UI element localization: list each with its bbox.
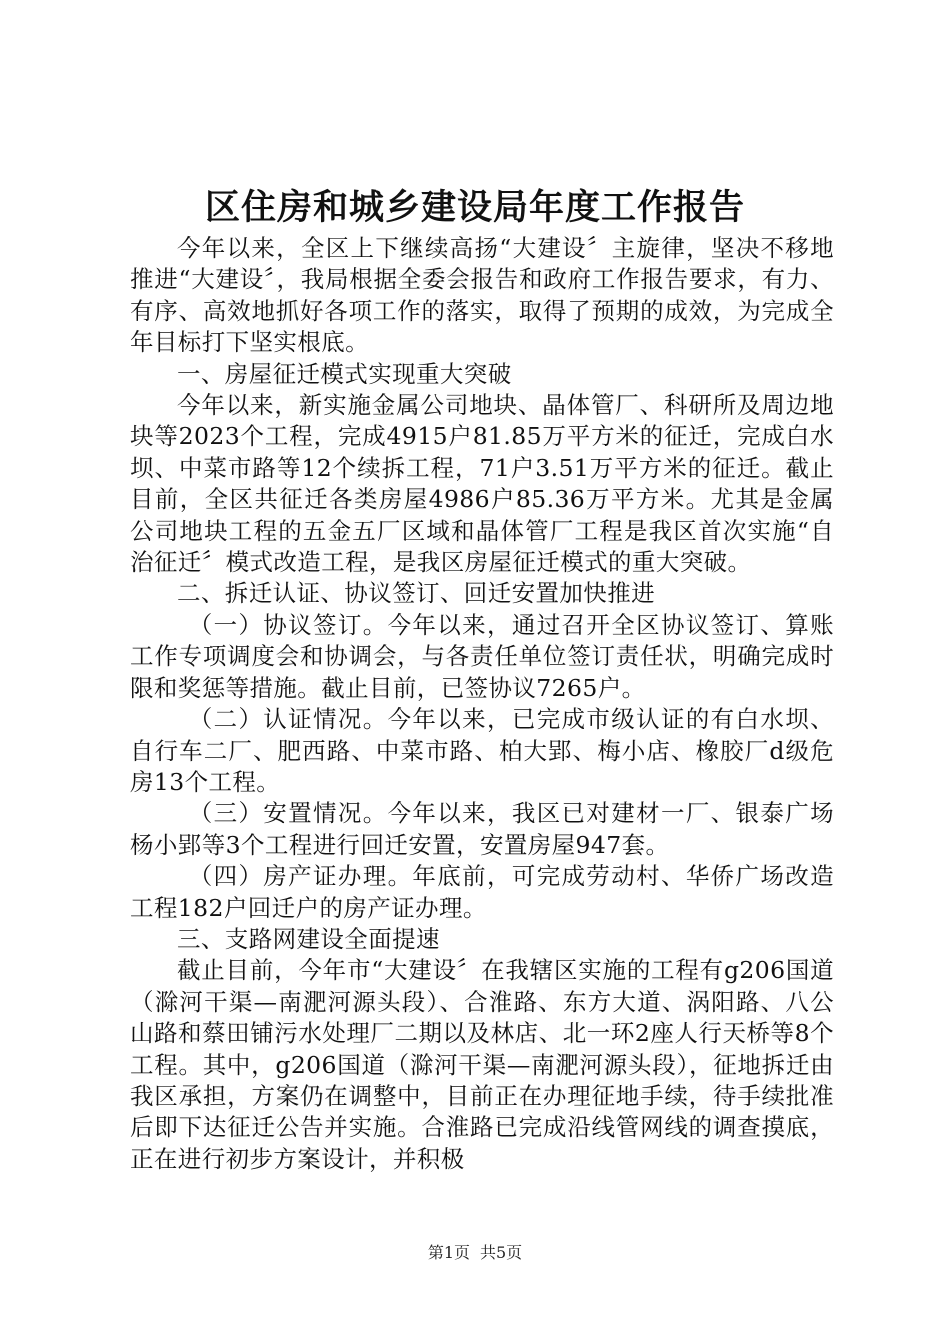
document-title: 区住房和城乡建设局年度工作报告 [204, 187, 745, 228]
section-heading-3: 三、支路网建设全面提速 [177, 924, 440, 953]
paragraph-section-1: 今年以来，新实施金属公司地块、晶体管厂、科研所及周边地块等2023个工程，完成4915户81.85万平方米的征迁，完成白水坝、中菜市路等12个续拆工程，71户3.51万平方米的征迁。截止目前，全区共征迁各类房屋4986户85.36万平方米。尤其是金属公司地块工程的五金五厂区域和晶体管厂工程是我区首次实施“自治征迁〞模式改造工程，是我区房屋征迁模式的重大突破。 [130, 391, 834, 577]
paragraph-subsection-2: （二）认证情况。今年以来，已完成市级认证的有白水坝、自行车二厂、肥西路、中菜市路、柏大郢、梅小店、橡胶厂d级危房13个工程。 [130, 705, 834, 796]
section-heading-1: 一、房屋征迁模式实现重大突破 [177, 359, 512, 388]
paragraph-subsection-1: （一）协议签订。今年以来，通过召开全区协议签订、算账工作专项调度会和协调会，与各责任单位签订责任状，明确完成时限和奖惩等措施。截止目前，已签协议7265户。 [130, 610, 834, 702]
page-total: 共5页 [480, 1243, 523, 1262]
page-footer [0, 1242, 950, 1264]
page-number: 第1页 [427, 1243, 470, 1262]
paragraph-subsection-3: （三）安置情况。今年以来，我区已对建材一厂、银泰广场杨小郢等3个工程进行回迁安置，安置房屋947套。 [130, 799, 834, 859]
section-heading-2: 二、拆迁认证、协议签订、回迁安置加快推进 [177, 579, 655, 608]
document-body [130, 233, 834, 1175]
paragraph-section-3: 截止目前，今年市“大建设〞在我辖区实施的工程有g206国道（滁河干渠—南淝河源头段）、合淮路、东方大道、涡阳路、八公山路和蔡田铺污水处理厂二期以及林店、北一环2座人行天桥等8个工程。其中，g206国道（滁河干渠—南淝河源头段），征地拆迁由我区承担，方案仍在调整中，目前正在办理征地手续，待手续批准后即下达征迁公告并实施。合淮路已完成沿线管网线的调查摸底，正在进行初步方案设计，并积极 [130, 956, 834, 1173]
paragraph-subsection-4: （四）房产证办理。年底前，可完成劳动村、华侨广场改造工程182户回迁户的房产证办理。 [130, 862, 834, 922]
paragraph-intro: 今年以来，全区上下继续高扬“大建设〞主旋律，坚决不移地推进“大建设〞，我局根据全委会报告和政府工作报告要求，有力、有序、高效地抓好各项工作的落实，取得了预期的成效，为完成全年目标打下坚实根底。 [130, 234, 834, 357]
